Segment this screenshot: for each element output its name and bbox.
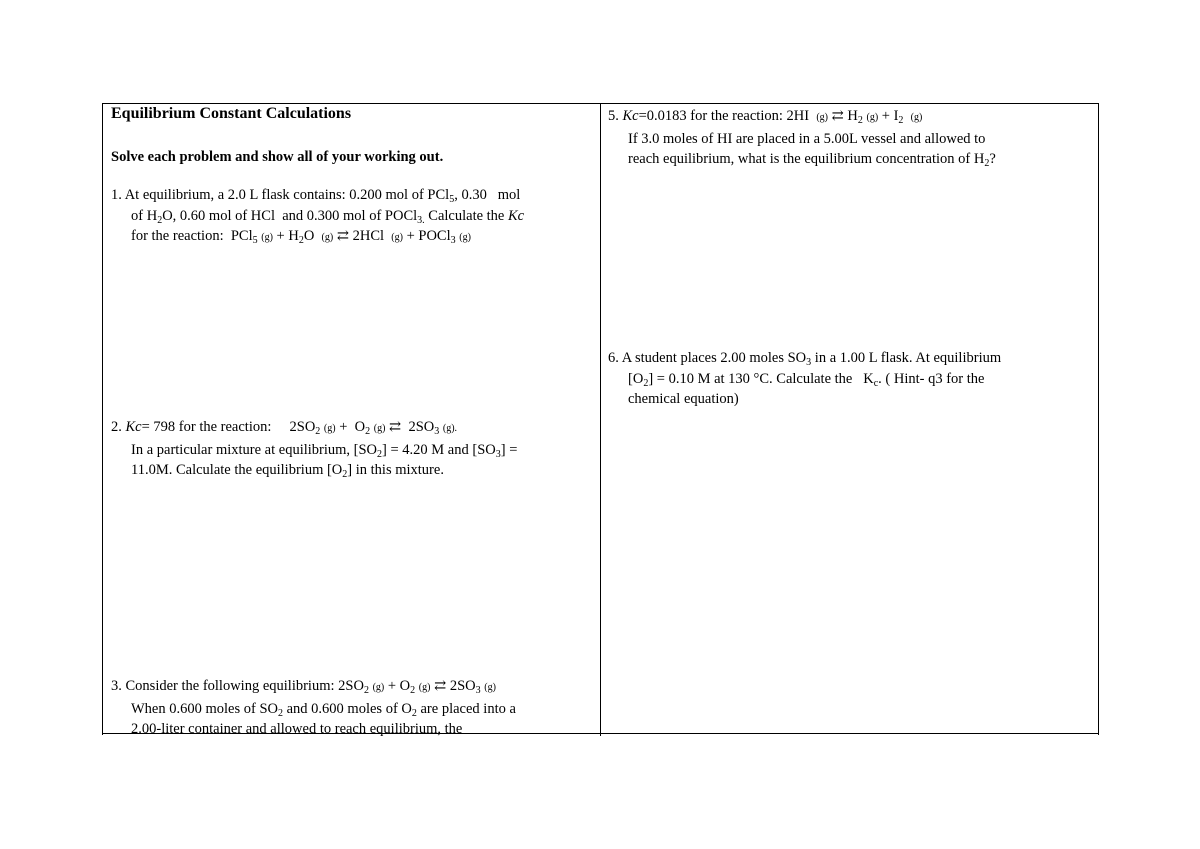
problem-6-line-2: $[O_2] = 0.10$ M at 130 °C. Calculate the $K_c$. ( Hint- q3 for the	[628, 370, 985, 389]
problem-3-line-1: 3. Consider the following equilibrium: $2SO_2$ $(g) + O_2$ (g) ⇄ $2SO_3$ (g)	[111, 678, 496, 696]
problem-1-line-1: 1. At equilibrium, a 2.0 L flask contains: 0.200 mol of PCl$_5$, 0.30 mol	[111, 187, 521, 205]
column-divider	[600, 104, 601, 736]
problem-2-line-3: 11.0M. Calculate the equilibrium $[O_2]$ in this mixture.	[131, 462, 444, 480]
problem-2	[111, 417, 517, 481]
problem-1-line-3: for the reaction: PCl$_5$ $(g) + H_2O$ (g) ⇄ 2HCl (g) + POCl$_3$ (g)	[131, 228, 471, 246]
problem-2-line-1: 2. Kc= 798 for the reaction: $2SO_2$ $(g) + O_2$ (g) ⇄ $2SO_3$ (g).	[111, 419, 458, 437]
problem-3	[111, 676, 516, 740]
worksheet-title: Equilibrium Constant Calculations	[111, 105, 352, 122]
problem-6-line-1: 6. A student places 2.00 moles $SO_3$ in a 1.00 L flask. At equilibrium	[608, 350, 1002, 368]
problem-5-line-3: reach equilibrium, what is the equilibrium concentration of $H_2$?	[628, 151, 996, 169]
problem-5-line-1: 5. Kc=0.0183 for the reaction: 2HI (g) ⇄ $H_2$ $(g) + I_2$ (g)	[608, 108, 923, 126]
problem-3-line-3: 2.00-liter container and allowed to reach equilibrium, the	[131, 721, 463, 737]
problem-6-line-3: chemical equation)	[628, 391, 739, 407]
problem-2-line-2: In a particular mixture at equilibrium, $[SO_2] = 4.20$ M and $[SO_3]$ =	[131, 441, 518, 460]
worksheet-instruction: Solve each problem and show all of your working out.	[111, 149, 444, 165]
problem-3-line-2: When 0.600 moles of $SO_2$ and 0.600 moles of $O_2$ are placed into a	[131, 700, 516, 719]
problem-1	[111, 185, 524, 249]
problem-5-line-2: If 3.0 moles of HI are placed in a 5.00L vessel and allowed to	[628, 130, 986, 147]
problem-6	[608, 348, 1001, 410]
problem-5	[608, 106, 996, 170]
problem-1-line-2: of $H_2O$, 0.60 mol of HCl and 0.300 mol of POCl$_{3.}$ Calculate the Kc	[131, 207, 525, 226]
